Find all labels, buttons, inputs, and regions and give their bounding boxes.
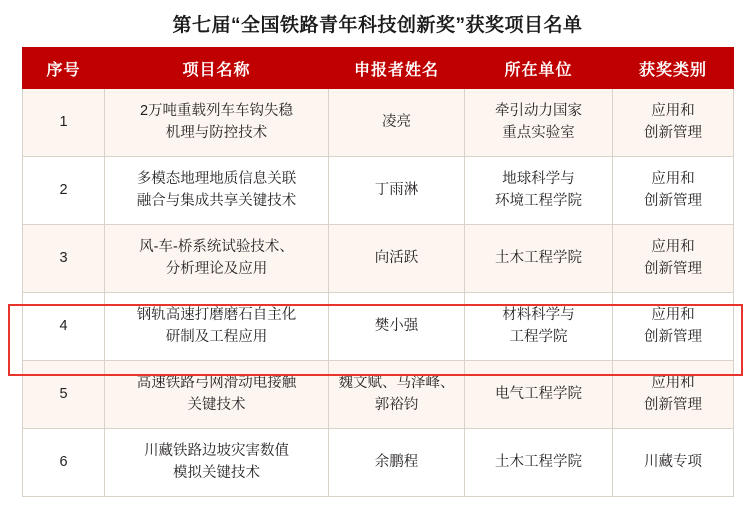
cell-line: 钢轨高速打磨磨石自主化 xyxy=(136,307,297,324)
cell-project xyxy=(105,361,329,429)
cell-unit xyxy=(465,361,613,429)
cell-author xyxy=(329,89,465,157)
cell-line: 魏文赋、马泽峰、 xyxy=(338,375,455,392)
cell-line: 应用和 xyxy=(651,171,695,188)
page-title: 第七届“全国铁路青年科技创新奖”获奖项目名单 xyxy=(172,15,583,36)
cell-line: 应用和 xyxy=(651,103,695,120)
award-table xyxy=(22,47,734,497)
cell-line: 余鹏程 xyxy=(374,453,419,470)
cell-line: 创新管理 xyxy=(644,328,702,345)
cell-line: 牵引动力国家 xyxy=(495,103,582,120)
table-row-highlighted xyxy=(23,293,734,361)
cell-line: 土木工程学院 xyxy=(495,453,582,470)
cell-line: 创新管理 xyxy=(644,192,702,209)
cell-author xyxy=(329,225,465,293)
cell-line: 凌亮 xyxy=(382,113,411,130)
cell-line: 郭裕钧 xyxy=(374,396,419,413)
cell-line: 地球科学与 xyxy=(502,171,575,188)
cell-unit xyxy=(465,293,613,361)
cell-project xyxy=(105,225,329,293)
column-header-seq: 序号 xyxy=(23,48,105,89)
cell-seq: 5 xyxy=(23,361,105,429)
cell-line: 风-车-桥系统试验技术、 xyxy=(139,239,294,256)
cell-seq: 4 xyxy=(23,293,105,361)
cell-line: 创新管理 xyxy=(644,260,702,277)
table-header xyxy=(23,48,734,89)
column-header-author: 申报者姓名 xyxy=(329,48,465,89)
cell-line: 研制及工程应用 xyxy=(165,328,268,345)
cell-line: 关键技术 xyxy=(187,396,246,413)
table-row xyxy=(23,89,734,157)
cell-line: 川藏专项 xyxy=(644,453,702,470)
cell-project xyxy=(105,293,329,361)
cell-line: 重点实验室 xyxy=(502,124,575,141)
column-header-unit: 所在单位 xyxy=(465,48,613,89)
cell-project xyxy=(105,89,329,157)
cell-author xyxy=(329,293,465,361)
cell-line: 融合与集成共享关键技术 xyxy=(136,192,297,209)
cell-project xyxy=(105,157,329,225)
cell-author xyxy=(329,429,465,497)
cell-unit xyxy=(465,89,613,157)
cell-category xyxy=(613,225,734,293)
cell-line: 应用和 xyxy=(651,307,695,324)
cell-line: 创新管理 xyxy=(644,124,702,141)
cell-seq: 1 xyxy=(23,89,105,157)
cell-line: 土木工程学院 xyxy=(495,249,582,266)
table-row xyxy=(23,157,734,225)
cell-line: 材料科学与 xyxy=(502,307,575,324)
table-body xyxy=(23,89,734,497)
cell-line: 丁雨淋 xyxy=(374,181,419,198)
cell-unit xyxy=(465,157,613,225)
cell-line: 多模态地理地质信息关联 xyxy=(136,171,297,188)
cell-category xyxy=(613,293,734,361)
cell-author xyxy=(329,157,465,225)
cell-seq: 3 xyxy=(23,225,105,293)
column-header-category: 获奖类别 xyxy=(613,48,734,89)
cell-unit xyxy=(465,225,613,293)
cell-category xyxy=(613,89,734,157)
cell-author xyxy=(329,361,465,429)
cell-unit xyxy=(465,429,613,497)
cell-line: 模拟关键技术 xyxy=(173,464,260,481)
cell-line: 环境工程学院 xyxy=(495,192,582,209)
cell-category xyxy=(613,157,734,225)
cell-line: 应用和 xyxy=(651,375,695,392)
table-row xyxy=(23,361,734,429)
cell-category xyxy=(613,429,734,497)
table-row xyxy=(23,429,734,497)
cell-line: 应用和 xyxy=(651,239,695,256)
cell-project xyxy=(105,429,329,497)
cell-line: 川藏铁路边坡灾害数值 xyxy=(144,443,289,460)
cell-seq: 2 xyxy=(23,157,105,225)
table-container xyxy=(0,47,755,497)
header-row xyxy=(23,48,734,89)
cell-seq: 6 xyxy=(23,429,105,497)
cell-line: 机理与防控技术 xyxy=(165,124,268,141)
table-row xyxy=(23,225,734,293)
cell-line: 高速铁路弓网滑动电接触 xyxy=(136,375,297,392)
cell-line: 工程学院 xyxy=(509,328,568,345)
cell-line: 2万吨重载列车车钩失稳 xyxy=(139,103,294,120)
cell-line: 创新管理 xyxy=(644,396,702,413)
cell-line: 分析理论及应用 xyxy=(165,260,268,277)
cell-line: 向活跃 xyxy=(374,249,419,266)
cell-category xyxy=(613,361,734,429)
column-header-project: 项目名称 xyxy=(105,48,329,89)
cell-line: 樊小强 xyxy=(374,317,419,334)
cell-line: 电气工程学院 xyxy=(495,385,582,402)
